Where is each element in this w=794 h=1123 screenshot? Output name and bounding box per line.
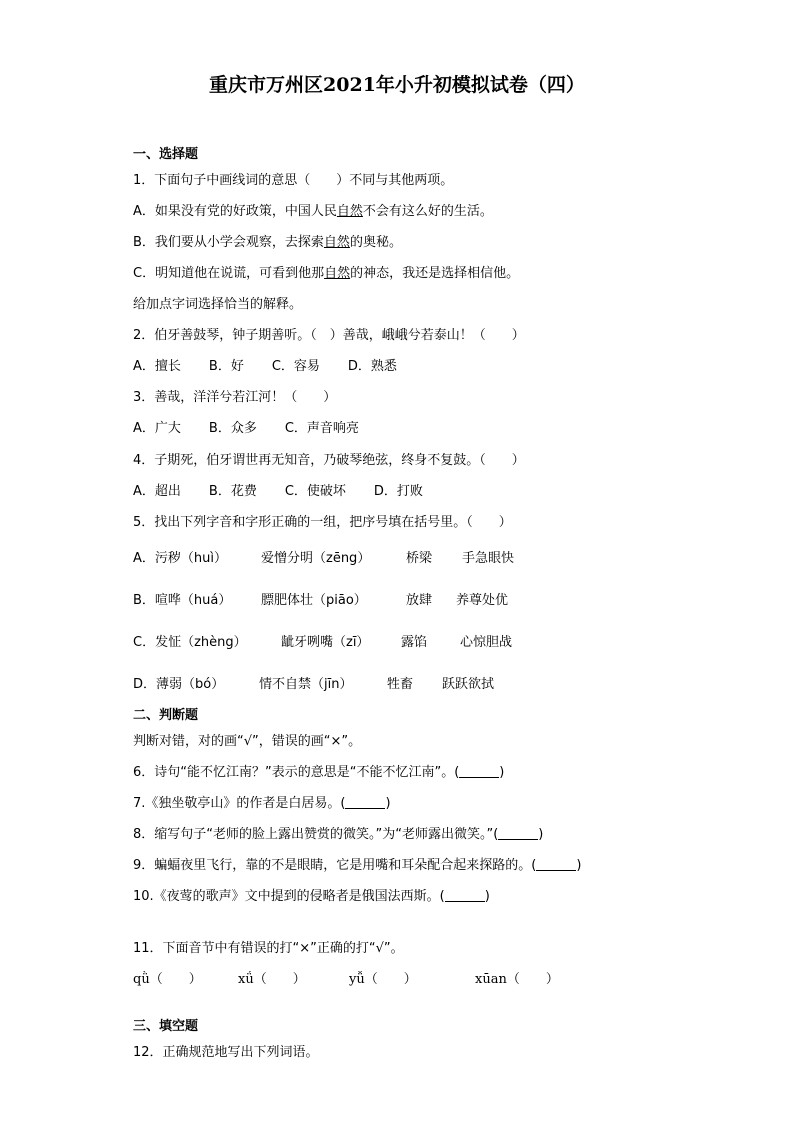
q1-option-c: C．明知道他在说谎，可看到他那自然的神态，我还是选择相信他。 bbox=[133, 266, 520, 281]
answer-blank[interactable] bbox=[445, 889, 485, 902]
judge-instruction: 判断对错，对的画“√”，错误的画“×”。 bbox=[133, 734, 362, 749]
q6-statement: 6．诗句“能不忆江南？”表示的意思是“不能不忆江南”。( ) bbox=[133, 765, 505, 780]
underlined-word: 自然 bbox=[323, 235, 350, 250]
underlined-word: 自然 bbox=[324, 266, 351, 281]
q5-option-a: A．污秽（huì） 爱憎分明（zēng） 桥梁 手急眼快 bbox=[133, 551, 515, 566]
instruction-text: 给加点字词选择恰当的解释。 bbox=[133, 297, 303, 312]
q7-statement: 7.《独坐敬亭山》的作者是白居易。( ) bbox=[133, 796, 391, 811]
q1-stem: 1．下面句子中画线词的意思（ ）不同与其他两项。 bbox=[133, 173, 454, 188]
q12-stem: 12．正确规范地写出下列词语。 bbox=[133, 1045, 319, 1060]
q8-statement: 8．缩写句子“老师的脸上露出赞赏的微笑。”为“老师露出微笑。”( ) bbox=[133, 827, 544, 842]
section-heading-choice: 一、选择题 bbox=[133, 147, 199, 162]
syllable-item[interactable]: qǜ（ ） bbox=[133, 972, 202, 987]
answer-blank[interactable] bbox=[498, 827, 538, 840]
q11-stem: 11．下面音节中有错误的打“×”正确的打“√”。 bbox=[133, 941, 404, 956]
q3-options: A．广大 B．众多 C．声音响亮 bbox=[133, 421, 359, 436]
section-heading-judge: 二、判断题 bbox=[133, 708, 199, 723]
q3-stem: 3．善哉，洋洋兮若江河！（ ） bbox=[133, 390, 337, 405]
q5-stem: 5．找出下列字音和字形正确的一组，把序号填在括号里。（ ） bbox=[133, 515, 512, 530]
syllable-item[interactable]: xūan（ ） bbox=[475, 972, 559, 987]
q10-statement: 10.《夜莺的歌声》文中提到的侵略者是俄国法西斯。( ) bbox=[133, 889, 490, 904]
q4-options: A．超出 B．花费 C．使破坏 D．打败 bbox=[133, 484, 423, 499]
q5-option-b: B．喧哗（huá） 膘肥体壮（piāo） 放肆 养尊处优 bbox=[133, 593, 509, 608]
answer-blank[interactable] bbox=[345, 796, 385, 809]
q1-option-b: B．我们要从小学会观察，去探索自然的奥秘。 bbox=[133, 235, 402, 250]
q5-option-d: D．薄弱（bó） 情不自禁（jīn） 牲畜 跃跃欲拭 bbox=[133, 677, 495, 692]
q2-stem: 2．伯牙善鼓琴，钟子期善听。（ ）善哉，峨峨兮若泰山！（ ） bbox=[133, 328, 525, 343]
q9-statement: 9．蝙蝠夜里飞行，靠的不是眼睛，它是用嘴和耳朵配合起来探路的。( ) bbox=[133, 858, 582, 873]
q2-options: A．擅长 B．好 C．容易 D．熟悉 bbox=[133, 359, 397, 374]
syllable-item[interactable]: xǘ（ ） bbox=[238, 972, 306, 987]
answer-blank[interactable] bbox=[536, 858, 576, 871]
page-title: 重庆市万州区2021年小升初模拟试卷（四） bbox=[209, 74, 585, 96]
q1-option-a: A．如果没有党的好政策，中国人民自然不会有这么好的生活。 bbox=[133, 204, 493, 219]
syllable-item[interactable]: yǚ（ ） bbox=[349, 972, 417, 987]
section-heading-fill: 三、填空题 bbox=[133, 1019, 199, 1034]
q11-syllables bbox=[133, 971, 559, 989]
underlined-word: 自然 bbox=[336, 204, 363, 219]
q4-stem: 4．子期死，伯牙谓世再无知音，乃破琴绝弦，终身不复鼓。（ ） bbox=[133, 453, 525, 468]
q5-option-c: C．发怔（zhèng） 龇牙咧嘴（zī） 露馅 心惊胆战 bbox=[133, 635, 513, 650]
answer-blank[interactable] bbox=[459, 765, 499, 778]
